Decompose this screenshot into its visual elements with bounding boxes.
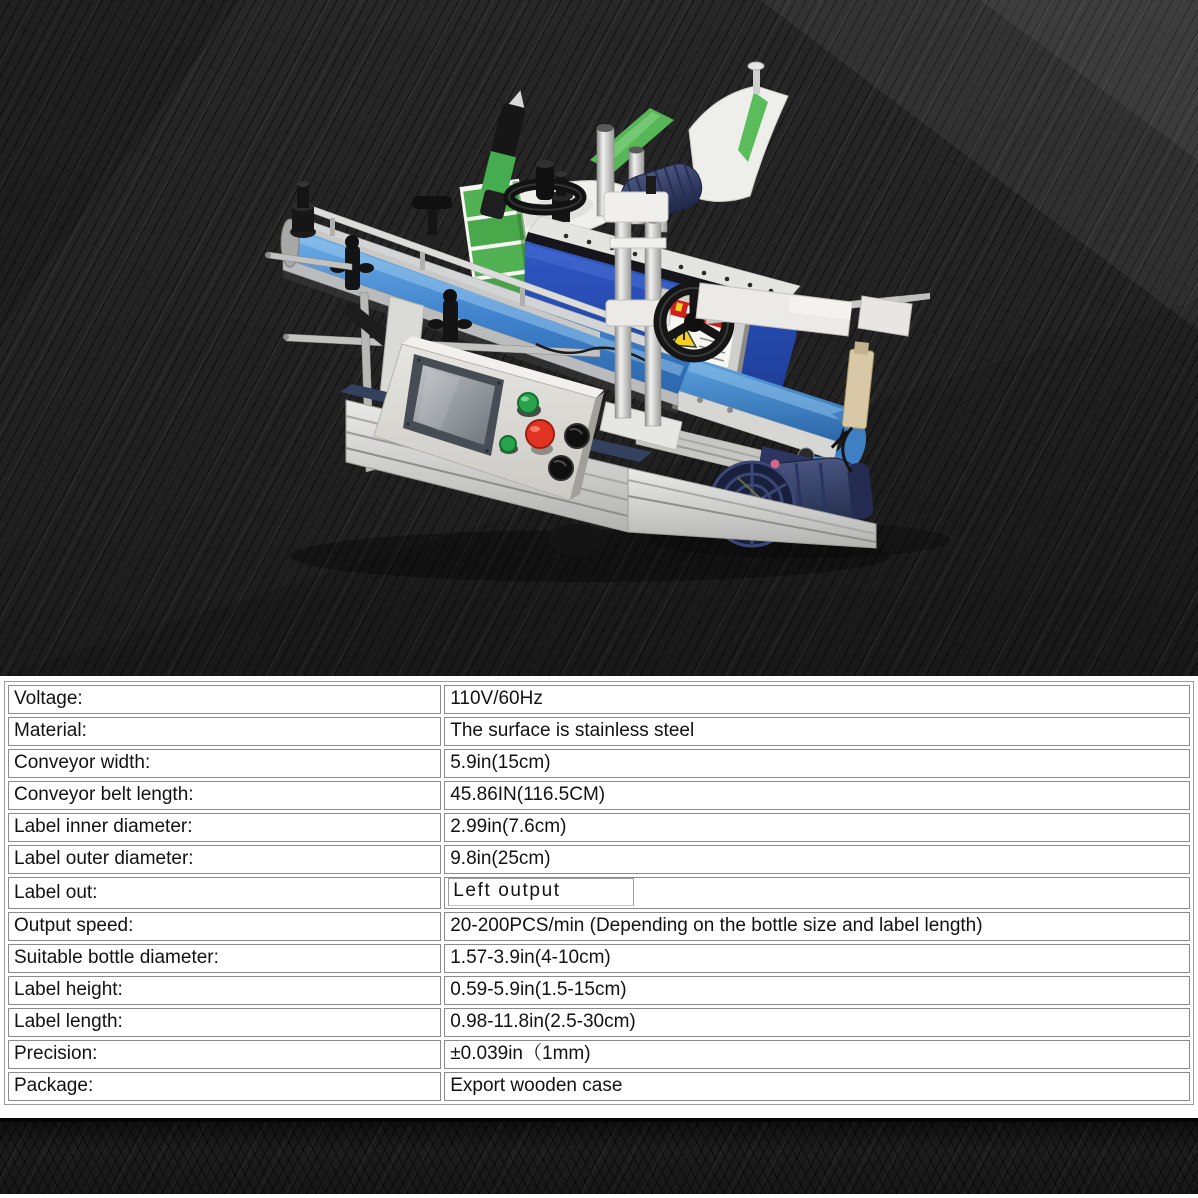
spec-value	[444, 877, 1190, 909]
spec-value: 5.9in(15cm)	[444, 749, 1190, 778]
spec-label: Label length:	[8, 1008, 441, 1037]
table-row	[8, 1072, 1190, 1101]
table-row	[8, 813, 1190, 842]
spec-label: Suitable bottle diameter:	[8, 944, 441, 973]
table-row	[8, 717, 1190, 746]
spec-label: Package:	[8, 1072, 441, 1101]
spec-label: Voltage:	[8, 685, 441, 714]
spec-label: Label outer diameter:	[8, 845, 441, 874]
table-row	[8, 749, 1190, 778]
spec-label: Conveyor belt length:	[8, 781, 441, 810]
spec-value: 20-200PCS/min (Depending on the bottle size and label length)	[444, 912, 1190, 941]
spec-label: Label inner diameter:	[8, 813, 441, 842]
table-row	[8, 781, 1190, 810]
table-row	[8, 877, 1190, 909]
spec-label: Conveyor width:	[8, 749, 441, 778]
table-row	[8, 845, 1190, 874]
spec-value: 9.8in(25cm)	[444, 845, 1190, 874]
label-out-value: Left output	[448, 878, 634, 906]
spec-table	[4, 681, 1194, 1105]
infeed-spool	[290, 181, 316, 238]
spec-value: 0.59-5.9in(1.5-15cm)	[444, 976, 1190, 1005]
spec-value: 110V/60Hz	[444, 685, 1190, 714]
spec-value: ±0.039in（1mm)	[444, 1040, 1190, 1069]
table-row	[8, 685, 1190, 714]
spec-section	[0, 676, 1198, 1122]
adjustment-knob	[549, 456, 573, 480]
spec-label: Output speed:	[8, 912, 441, 941]
spec-label: Label height:	[8, 976, 441, 1005]
spec-value: 2.99in(7.6cm)	[444, 813, 1190, 842]
spec-label: Label out:	[8, 877, 441, 909]
table-row	[8, 944, 1190, 973]
spec-label: Material:	[8, 717, 441, 746]
spec-value: Export wooden case	[444, 1072, 1190, 1101]
spec-label: Precision:	[8, 1040, 441, 1069]
spec-value: 45.86IN(116.5CM)	[444, 781, 1190, 810]
table-row	[8, 1008, 1190, 1037]
spec-value: 1.57-3.9in(4-10cm)	[444, 944, 1190, 973]
table-row	[8, 912, 1190, 941]
table-row	[8, 1040, 1190, 1069]
spec-value: The surface is stainless steel	[444, 717, 1190, 746]
adjustment-knob	[565, 424, 589, 448]
footer-texture-strip	[0, 1122, 1198, 1194]
spec-value: 0.98-11.8in(2.5-30cm)	[444, 1008, 1190, 1037]
suction-foot	[548, 524, 606, 556]
table-row	[8, 976, 1190, 1005]
